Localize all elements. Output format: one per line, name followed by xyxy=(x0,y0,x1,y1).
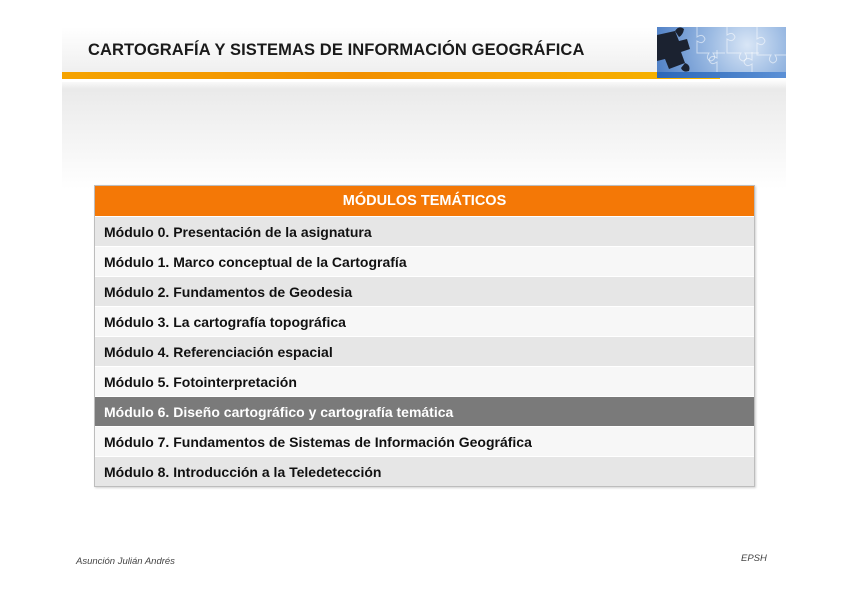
module-row-4[interactable]: Módulo 4. Referenciación espacial xyxy=(95,336,754,366)
footer-institution: EPSH xyxy=(741,553,767,564)
header-accent-stripe xyxy=(62,72,720,79)
module-row-3[interactable]: Módulo 3. La cartografía topográfica xyxy=(95,306,754,336)
modules-table-heading: MÓDULOS TEMÁTICOS xyxy=(95,186,754,216)
slide-title: CARTOGRAFÍA Y SISTEMAS DE INFORMACIÓN GEOGRÁFICA xyxy=(88,41,585,59)
puzzle-icon xyxy=(657,27,786,72)
slide-header xyxy=(62,27,786,189)
footer-author: Asunción Julián Andrés xyxy=(76,556,175,567)
module-row-6-selected[interactable]: Módulo 6. Diseño cartográfico y cartografía temática xyxy=(95,396,754,426)
header-blue-stripe xyxy=(657,72,786,78)
module-row-5[interactable]: Módulo 5. Fotointerpretación xyxy=(95,366,754,396)
module-row-1[interactable]: Módulo 1. Marco conceptual de la Cartografía xyxy=(95,246,754,276)
module-row-7[interactable]: Módulo 7. Fundamentos de Sistemas de Información Geográfica xyxy=(95,426,754,456)
module-row-0[interactable]: Módulo 0. Presentación de la asignatura xyxy=(95,216,754,246)
module-row-2[interactable]: Módulo 2. Fundamentos de Geodesia xyxy=(95,276,754,306)
modules-table xyxy=(94,185,755,487)
header-divider xyxy=(62,79,720,82)
module-row-8[interactable]: Módulo 8. Introducción a la Teledetección xyxy=(95,456,754,486)
